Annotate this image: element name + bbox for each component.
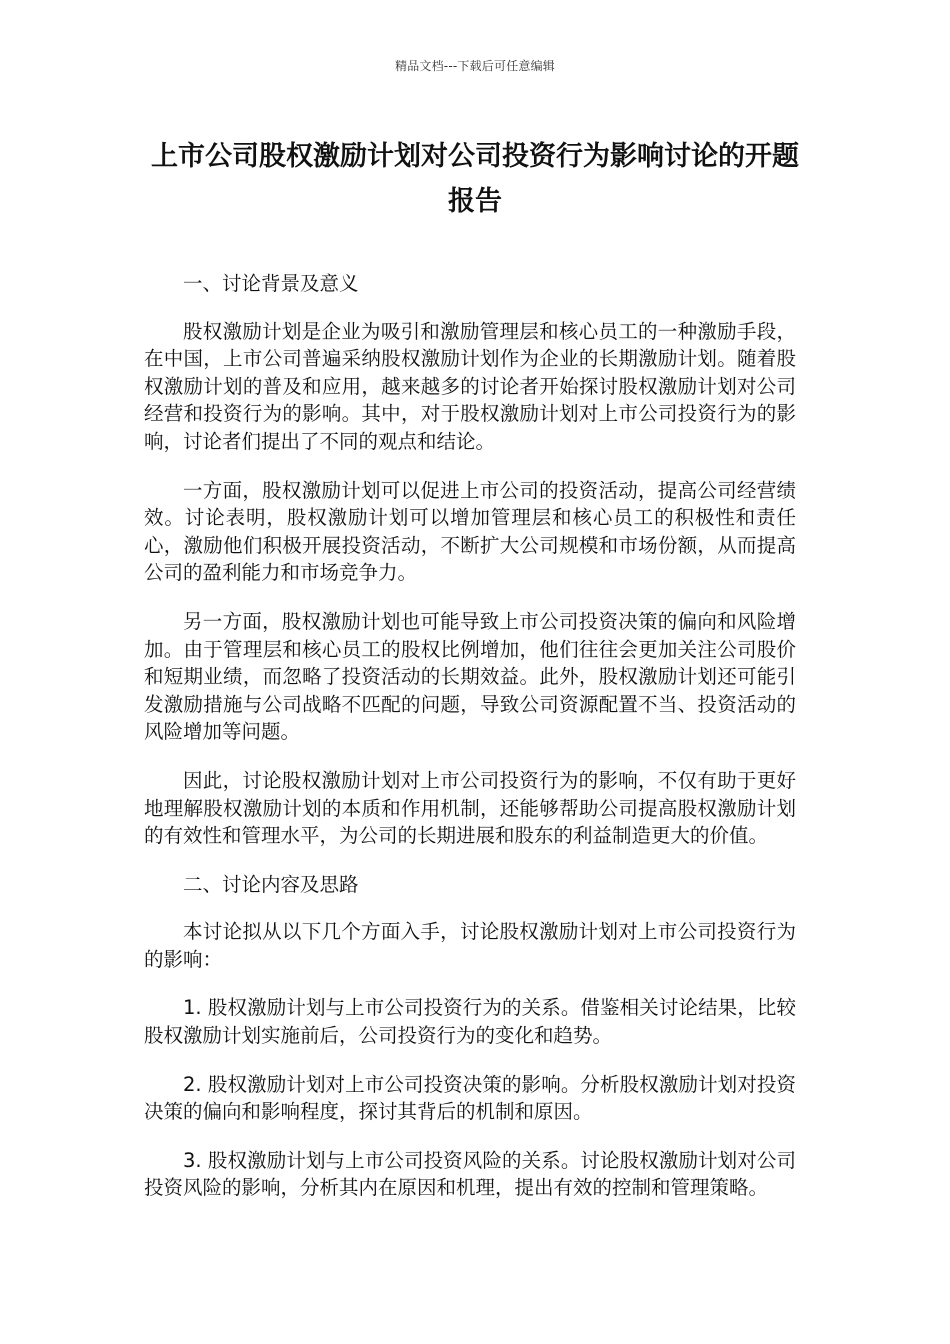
section-heading-content: 二、讨论内容及思路 [183, 872, 359, 896]
paragraph: 股权激励计划是企业为吸引和激励管理层和核心员工的一种激励手段，在中国，上市公司普遍采纳股权激励计划作为企业的长期激励计划。随着股权激励计划的普及和应用，越来越多的讨论者开始探讨股权激励计划对公司经营和投资行为的影响。其中，对于股权激励计划对上市公司投资行为的影响，讨论者们提出了不同的观点和结论。 [144, 319, 796, 453]
list-item: 1. 股权激励计划与上市公司投资行为的关系。借鉴相关讨论结果，比较股权激励计划实施前后，公司投资行为的变化和趋势。 [144, 996, 796, 1048]
paragraph: 因此，讨论股权激励计划对上市公司投资行为的影响，不仅有助于更好地理解股权激励计划的本质和作用机制，还能够帮助公司提高股权激励计划的有效性和管理水平，为公司的长期进展和股东的利益制造更大的价值。 [144, 768, 796, 848]
list-item: 2. 股权激励计划对上市公司投资决策的影响。分析股权激励计划对投资决策的偏向和影响程度，探讨其背后的机制和原因。 [144, 1072, 796, 1124]
paragraph: 本讨论拟从以下几个方面入手，讨论股权激励计划对上市公司投资行为的影响： [144, 920, 796, 971]
document-body [144, 270, 796, 1223]
paragraph: 另一方面，股权激励计划也可能导致上市公司投资决策的偏向和风险增加。由于管理层和核心员工的股权比例增加，他们往往会更加关注公司股价和短期业绩，而忽略了投资活动的长期效益。此外，股权激励计划还可能引发激励措施与公司战略不匹配的问题，导致公司资源配置不当、投资活动的风险增加等问题。 [144, 609, 796, 744]
document-title: 上市公司股权激励计划对公司投资行为影响讨论的开题报告 [151, 141, 799, 217]
section-heading-background: 一、讨论背景及意义 [183, 272, 359, 295]
list-item: 3. 股权激励计划与上市公司投资风险的关系。讨论股权激励计划对公司投资风险的影响，分析其内在原因和机理，提出有效的控制和管理策略。 [144, 1148, 796, 1200]
header-note: 精品文档---下载后可任意编辑 [395, 59, 555, 73]
paragraph: 一方面，股权激励计划可以促进上市公司的投资活动，提高公司经营绩效。讨论表明，股权激励计划可以增加管理层和核心员工的积极性和责任心，激励他们积极开展投资活动，不断扩大公司规模和市场份额，从而提高公司的盈利能力和市场竞争力。 [144, 478, 796, 585]
